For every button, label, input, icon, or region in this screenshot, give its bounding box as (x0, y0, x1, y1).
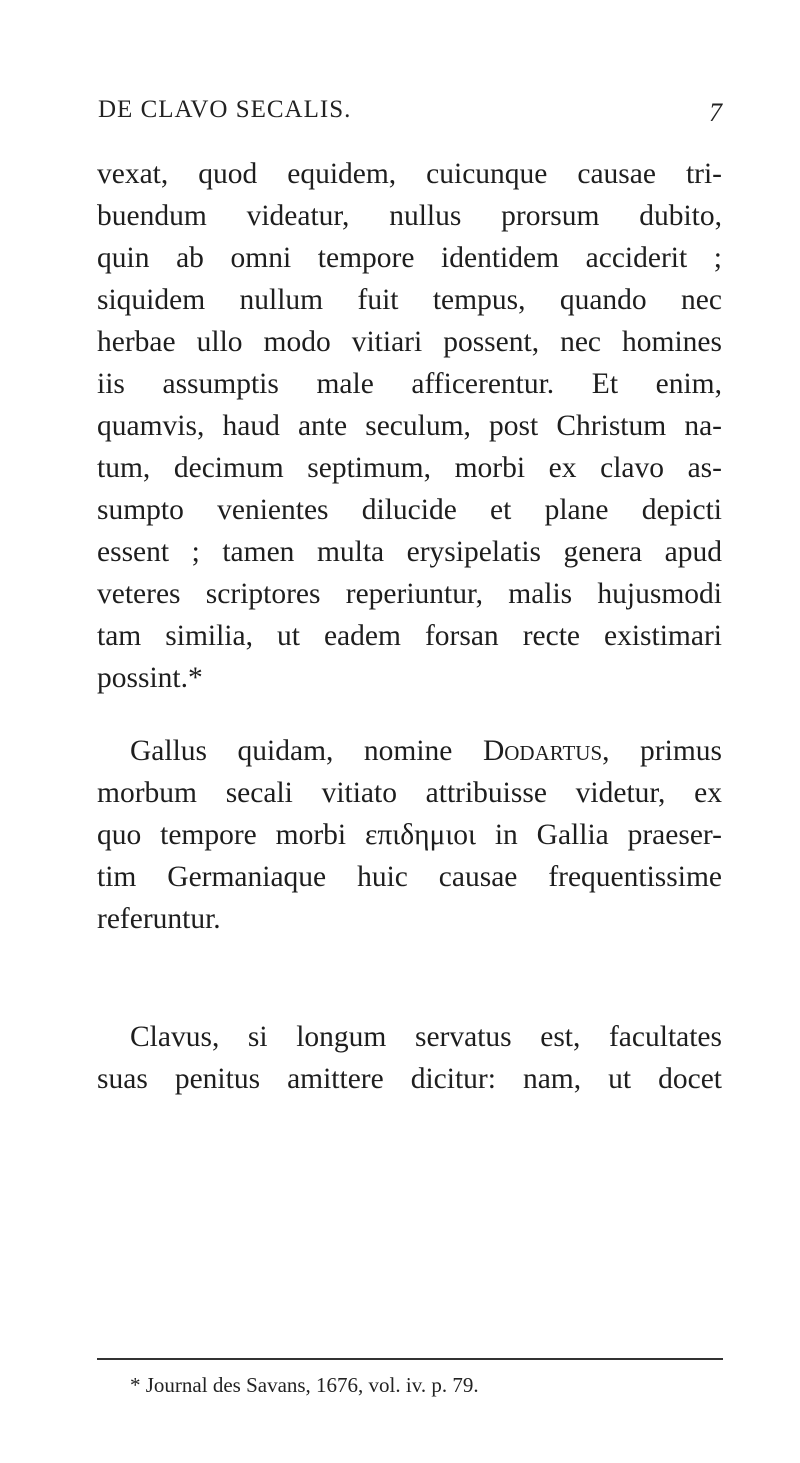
text-line: sumpto venientes dilucide et plane depicti (97, 494, 722, 526)
text-line: veteres scriptores reperiuntur, malis hujusmodi (97, 578, 722, 610)
running-head (98, 96, 722, 136)
author-name: Dodartus (482, 735, 603, 767)
text-line: morbum secali vitiato attribuisse videtur, ex (97, 777, 722, 809)
text-line: herbae ullo modo vitiari possent, nec homines (97, 326, 722, 358)
text-line: essent ; tamen multa erysipelatis genera apud (97, 536, 722, 568)
text-line: referuntur. (97, 903, 221, 935)
text-line: possint.* (97, 662, 203, 694)
text-line: buendum videatur, nullus prorsum dubito, (97, 200, 722, 232)
text-line: tum, decimum septimum, morbi ex clavo as- (97, 452, 722, 484)
footnote: * Journal des Savans, 1676, vol. iv. p. 79. (130, 1373, 479, 1397)
text-line: quo tempore morbi επιδημιοι in Gallia praeser- (97, 819, 722, 851)
running-title: DE CLAVO SECALIS. (98, 96, 352, 123)
text-run: Gallus quidam, nomine (130, 735, 483, 767)
text-line: tam similia, ut eadem forsan recte existimari (97, 620, 722, 652)
text-line: quin ab omni tempore identidem acciderit ; (97, 242, 722, 274)
text-line: siquidem nullum fuit tempus, quando nec (97, 284, 722, 316)
text-line: vexat, quod equidem, cuicunque causae tri- (97, 158, 722, 190)
text-line: iis assumptis male afficerentur. Et enim, (97, 368, 722, 400)
text-line: quamvis, haud ante seculum, post Christum na- (97, 410, 722, 442)
paragraph-first-line: Clavus, si longum servatus est, facultates (130, 1021, 722, 1053)
paragraph-first-line (130, 731, 722, 771)
page-number: 7 (709, 98, 722, 127)
text-run: , primus (602, 735, 722, 767)
text-line: suas penitus amittere dicitur: nam, ut docet (97, 1063, 722, 1095)
text-line: tim Germaniaque huic causae frequentissime (97, 861, 722, 893)
footnote-rule (97, 1358, 723, 1360)
